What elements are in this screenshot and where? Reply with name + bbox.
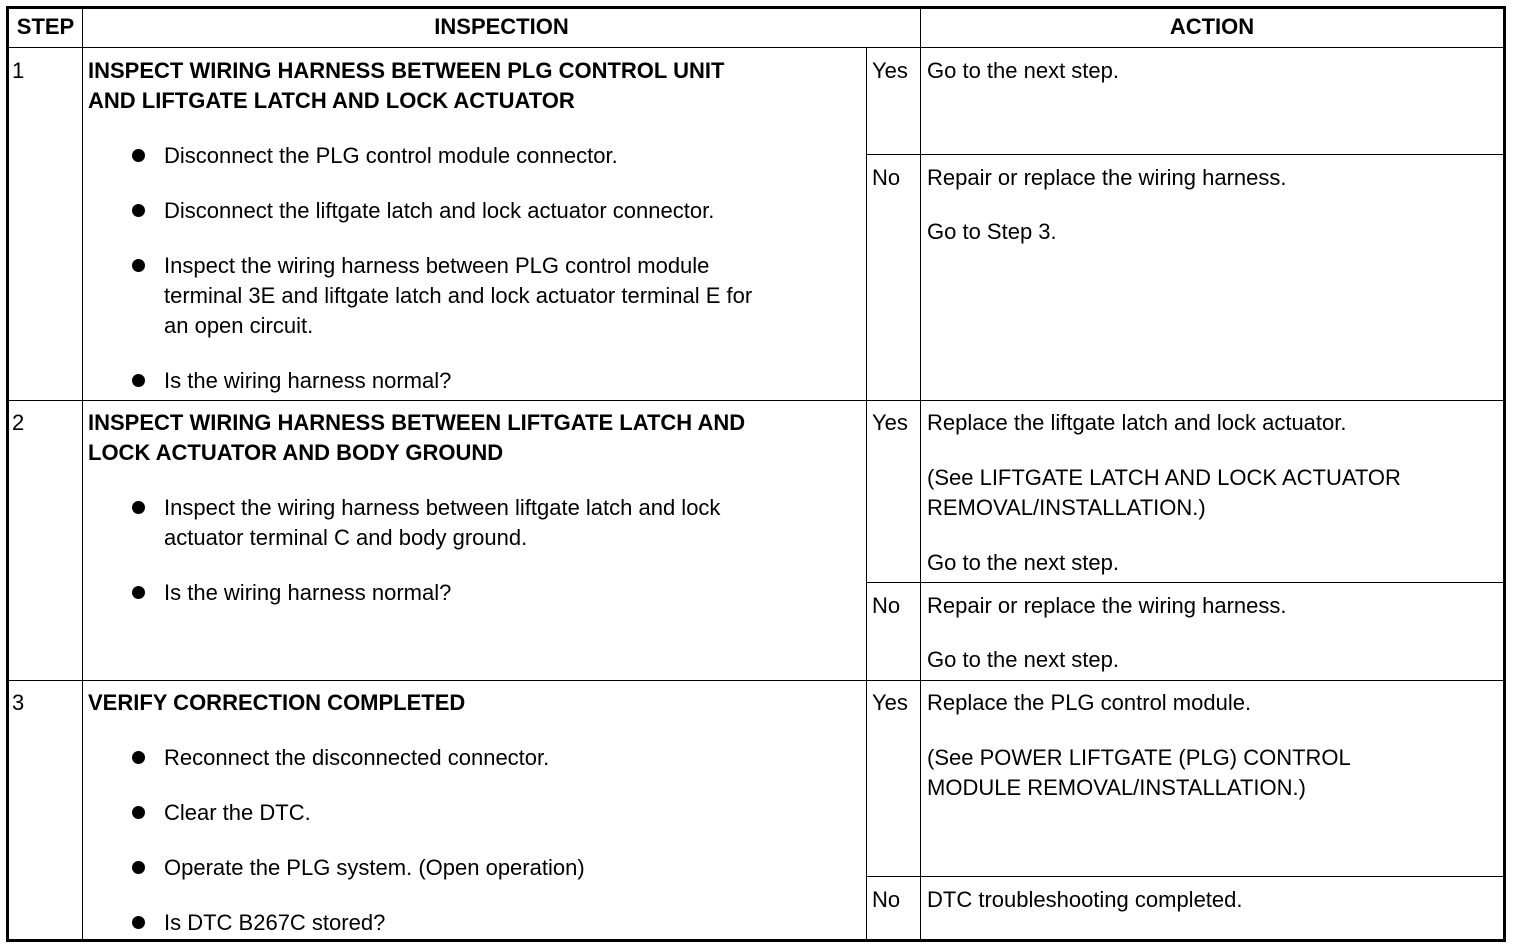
bullet-icon (132, 751, 145, 764)
no-label: No (872, 887, 901, 912)
inspection-bullet: terminal 3E and liftgate latch and lock actuator terminal E for (164, 283, 753, 308)
row-1-divider (9, 400, 1503, 401)
yes-label: Yes (872, 410, 908, 435)
bullet-icon (132, 204, 145, 217)
yes-action: REMOVAL/INSTALLATION.) (927, 495, 1206, 520)
bullet-icon (132, 861, 145, 874)
header-divider (9, 47, 1503, 48)
bullet-icon (132, 916, 145, 929)
no-label: No (872, 593, 901, 618)
inspection-bullet: Reconnect the disconnected connector. (164, 745, 550, 770)
yes-action: (See LIFTGATE LATCH AND LOCK ACTUATOR (927, 465, 1401, 490)
bullet-icon (132, 149, 145, 162)
step-title: INSPECT WIRING HARNESS BETWEEN LIFTGATE LATCH AND (88, 410, 746, 435)
yes-label: Yes (872, 58, 908, 83)
bullet-icon (132, 586, 145, 599)
bullet-icon (132, 806, 145, 819)
inspection-bullet: Disconnect the PLG control module connector. (164, 143, 618, 168)
step-title: INSPECT WIRING HARNESS BETWEEN PLG CONTROL UNIT (88, 58, 725, 83)
row-2-yes-no-divider (866, 582, 1503, 583)
inspection-bullet: an open circuit. (164, 313, 314, 338)
step-number: 3 (12, 690, 25, 715)
inspection-question: Is the wiring harness normal? (164, 368, 452, 393)
inspection-question: Is the wiring harness normal? (164, 580, 452, 605)
yes-action: MODULE REMOVAL/INSTALLATION.) (927, 775, 1306, 800)
yes-label: Yes (872, 690, 908, 715)
step-title: VERIFY CORRECTION COMPLETED (88, 690, 466, 715)
step-title: AND LIFTGATE LATCH AND LOCK ACTUATOR (88, 88, 575, 113)
action-column-divider (920, 9, 921, 939)
row-1-yes-no-divider (866, 154, 1503, 155)
bullet-icon (132, 259, 145, 272)
bullet-icon (132, 501, 145, 514)
row-3-yes-no-divider (866, 876, 1503, 877)
no-action: DTC troubleshooting completed. (927, 887, 1243, 912)
inspection-bullet: Inspect the wiring harness between liftgate latch and lock (164, 495, 721, 520)
row-2-divider (9, 680, 1503, 681)
no-action: Repair or replace the wiring harness. (927, 593, 1287, 618)
yes-action: Go to the next step. (927, 58, 1120, 83)
no-label: No (872, 165, 901, 190)
no-action: Go to the next step. (927, 647, 1120, 672)
header-action: ACTION (1169, 14, 1255, 39)
inspection-bullet: Inspect the wiring harness between PLG control module (164, 253, 710, 278)
yes-action: (See POWER LIFTGATE (PLG) CONTROL (927, 745, 1351, 770)
step-number: 2 (12, 410, 25, 435)
header-step: STEP (16, 14, 75, 39)
inspection-bullet: Disconnect the liftgate latch and lock actuator connector. (164, 198, 715, 223)
inspection-bullet: Operate the PLG system. (Open operation) (164, 855, 585, 880)
yes-action: Replace the PLG control module. (927, 690, 1252, 715)
step-column-divider (82, 9, 83, 939)
no-action: Go to Step 3. (927, 219, 1057, 244)
inspection-question: Is DTC B267C stored? (164, 910, 386, 935)
bullet-icon (132, 374, 145, 387)
no-action: Repair or replace the wiring harness. (927, 165, 1287, 190)
inspection-bullet: actuator terminal C and body ground. (164, 525, 528, 550)
inspection-bullet: Clear the DTC. (164, 800, 311, 825)
yes-action: Replace the liftgate latch and lock actuator. (927, 410, 1347, 435)
step-number: 1 (12, 58, 25, 83)
yes-action: Go to the next step. (927, 550, 1120, 575)
answer-column-divider (866, 47, 867, 939)
header-inspection: INSPECTION (434, 14, 569, 39)
step-title: LOCK ACTUATOR AND BODY GROUND (88, 440, 504, 465)
